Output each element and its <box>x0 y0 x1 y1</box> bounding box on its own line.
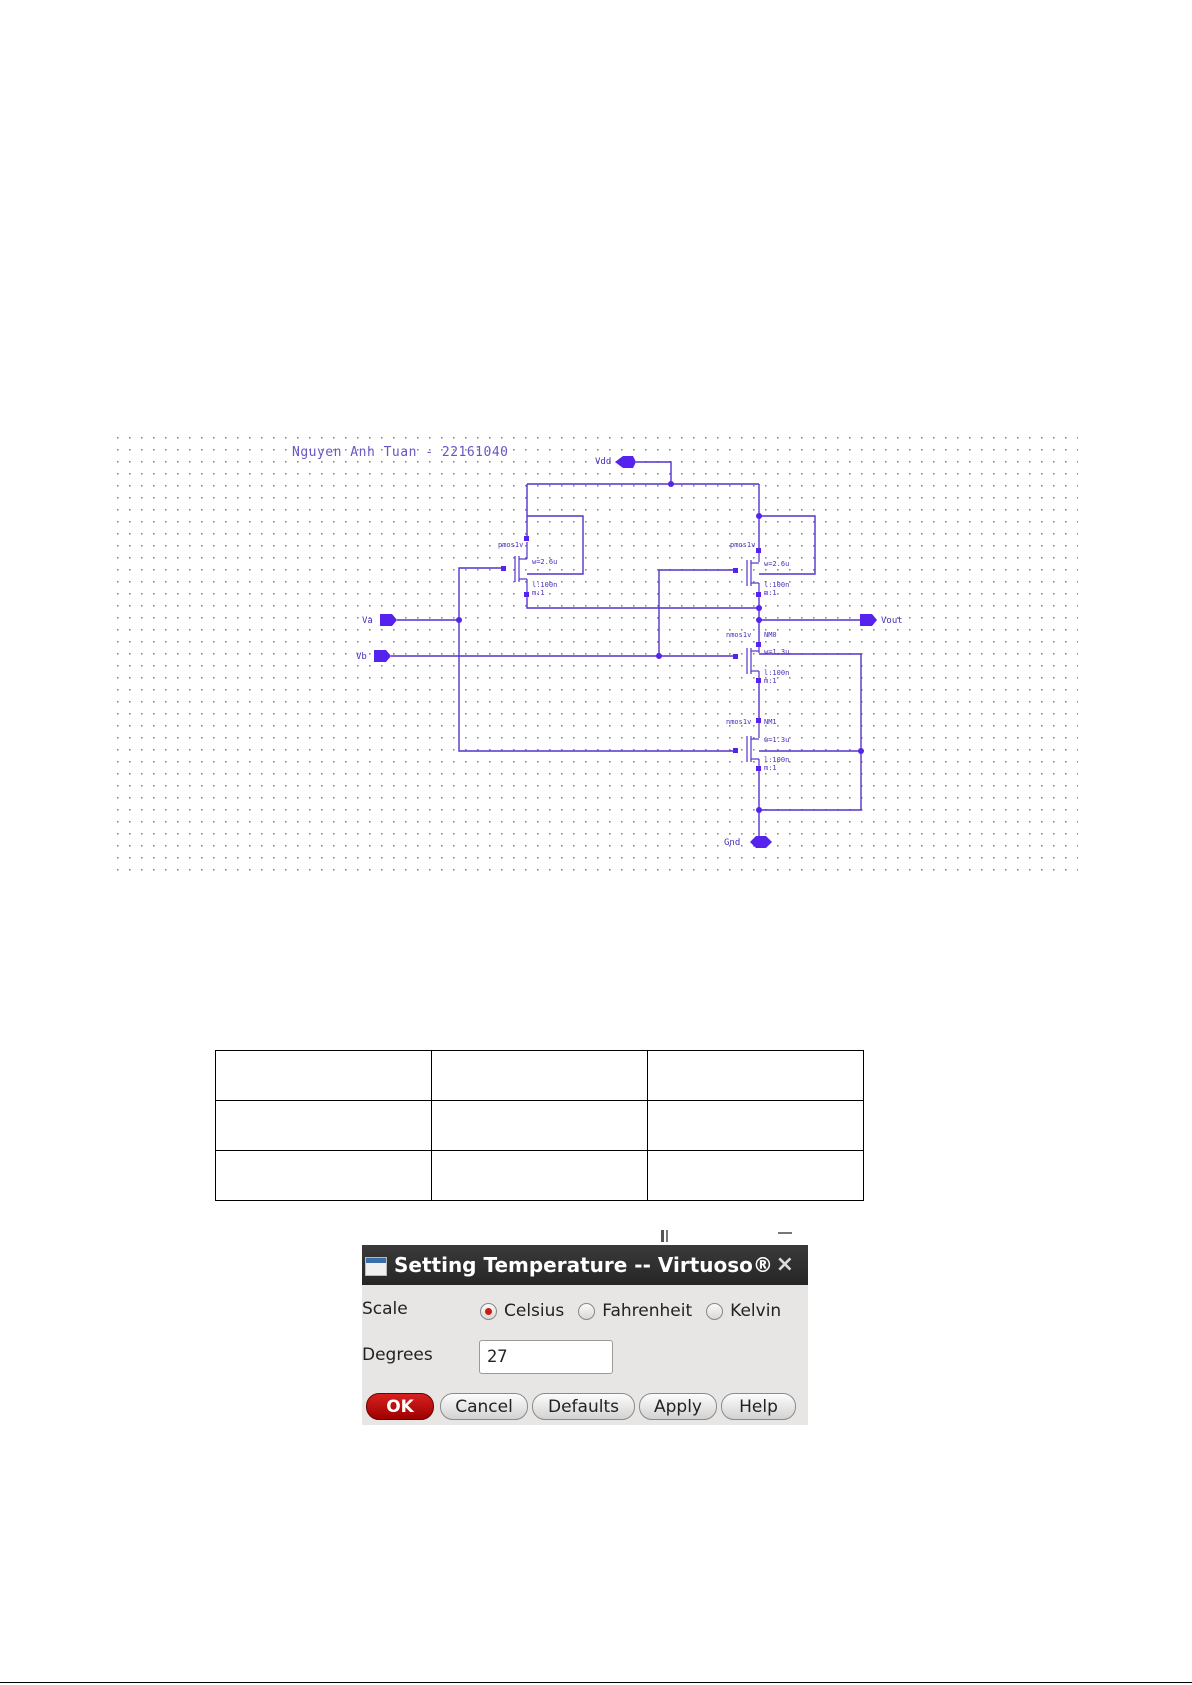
screenshot-edge-artifacts <box>660 1230 820 1242</box>
svg-text:w=2.6u: w=2.6u <box>532 558 558 566</box>
celsius-radio[interactable] <box>480 1303 497 1320</box>
va-pin-label: Va <box>362 616 373 626</box>
table-cell <box>216 1101 432 1151</box>
close-icon[interactable]: × <box>775 1252 794 1277</box>
svg-text:NM0: NM0 <box>764 631 777 639</box>
vb-pin-label: Vb <box>356 652 367 662</box>
table-row <box>216 1151 864 1201</box>
scale-label: Scale <box>362 1299 408 1319</box>
svg-text:l:100n: l:100n <box>764 756 790 764</box>
defaults-button[interactable]: Defaults <box>532 1393 635 1420</box>
svg-text:m:1: m:1 <box>764 677 777 685</box>
apply-button[interactable]: Apply <box>639 1393 717 1420</box>
window-icon <box>365 1257 387 1276</box>
svg-text:l:100n: l:100n <box>532 581 558 589</box>
table-cell <box>216 1051 432 1101</box>
svg-text:m:1: m:1 <box>532 589 545 597</box>
table-cell <box>648 1051 864 1101</box>
svg-text:w=1.3u: w=1.3u <box>764 648 790 656</box>
help-button[interactable]: Help <box>721 1393 796 1420</box>
table-cell <box>432 1101 648 1151</box>
schematic-author-label: Nguyen Anh Tuan - 22161040 <box>292 445 509 460</box>
table-cell <box>216 1151 432 1201</box>
table-cell <box>648 1151 864 1201</box>
celsius-label[interactable]: Celsius <box>504 1301 565 1321</box>
svg-text:pmos1v: pmos1v <box>730 541 756 549</box>
vdd-pin-label: Vdd <box>595 457 612 467</box>
svg-text:NM1: NM1 <box>764 718 777 726</box>
fahrenheit-label[interactable]: Fahrenheit <box>602 1301 693 1321</box>
svg-text:l:100n: l:100n <box>764 669 790 677</box>
setting-temperature-dialog <box>362 1245 808 1425</box>
scale-radio-group <box>480 1301 795 1321</box>
svg-text:m:1: m:1 <box>764 589 777 597</box>
empty-table <box>215 1050 864 1201</box>
svg-text:m:1: m:1 <box>764 764 777 772</box>
gnd-pin-label: Gnd <box>724 838 741 848</box>
table-cell <box>432 1051 648 1101</box>
svg-text:pmos1v: pmos1v <box>498 541 524 549</box>
svg-text:nmos1v: nmos1v <box>726 631 752 639</box>
kelvin-radio[interactable] <box>706 1303 723 1320</box>
degrees-label: Degrees <box>362 1345 433 1365</box>
dialog-titlebar[interactable] <box>362 1245 808 1285</box>
svg-text:w=2.6u: w=2.6u <box>764 560 790 568</box>
cancel-button[interactable]: Cancel <box>440 1393 528 1420</box>
vout-pin-label: Vout <box>881 616 903 626</box>
ok-button[interactable]: OK <box>366 1393 434 1420</box>
kelvin-label[interactable]: Kelvin <box>730 1301 782 1321</box>
svg-text:w=1.3u: w=1.3u <box>764 736 790 744</box>
svg-text:nmos1v: nmos1v <box>726 718 752 726</box>
dialog-title: Setting Temperature -- Virtuoso® <box>394 1253 773 1277</box>
fahrenheit-radio[interactable] <box>578 1303 595 1320</box>
cmos-schematic <box>112 432 1078 880</box>
table-row <box>216 1101 864 1151</box>
degrees-input[interactable] <box>479 1340 613 1374</box>
table-cell <box>648 1101 864 1151</box>
table-cell <box>432 1151 648 1201</box>
svg-text:l:100n: l:100n <box>764 581 790 589</box>
table-row <box>216 1051 864 1101</box>
page-bottom-rule <box>0 1682 1192 1683</box>
